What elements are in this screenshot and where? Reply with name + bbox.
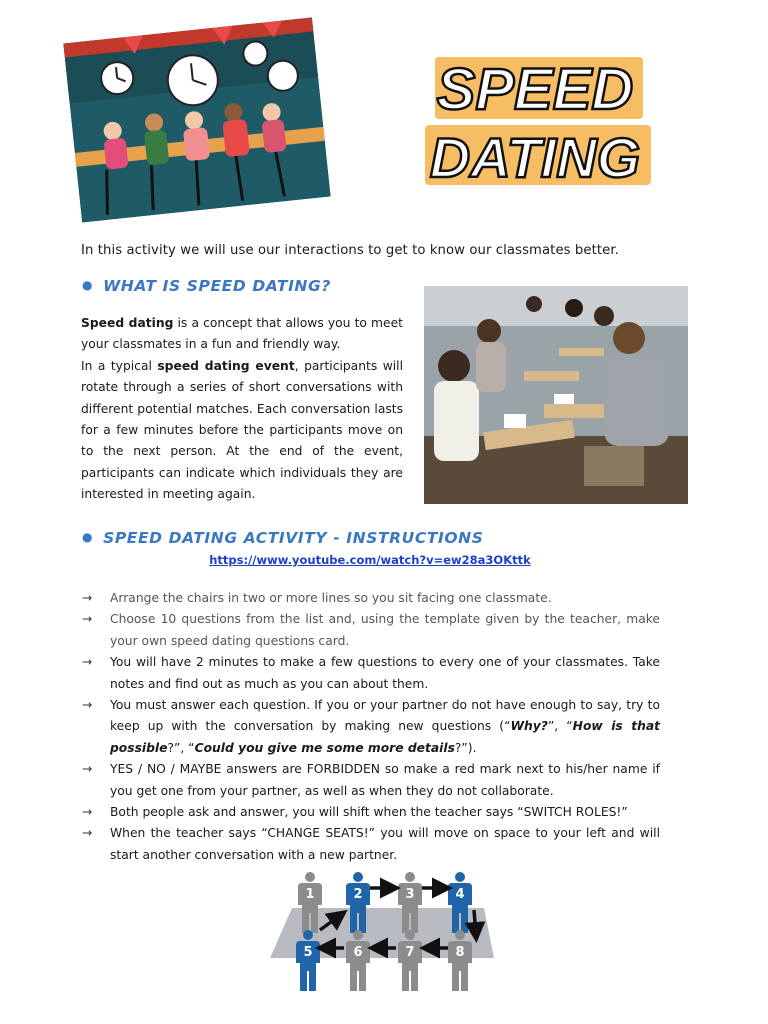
- list-item: → You will have 2 minutes to make a few questions to every one of your classmates. Take notes and find out as much as you can about them.: [82, 652, 660, 695]
- instructions-list: [82, 588, 660, 866]
- seat-number: 5: [303, 945, 313, 960]
- arrow-icon: →: [82, 698, 93, 713]
- classroom-photo: [424, 286, 688, 504]
- seat-number: 4: [455, 887, 465, 902]
- speed-dating-logo: [415, 45, 655, 193]
- arrow-icon: →: [82, 612, 93, 627]
- speed-dating-description: [81, 313, 403, 506]
- seat-number: 6: [353, 945, 363, 960]
- arrow-icon: →: [82, 805, 93, 820]
- description-paragraph-2: In a typical speed dating event, participants will rotate through a series of short conversations with different potential matches. Each conversation lasts for a few minutes before the participants move on to the next person. At the end of the event, participants can indicate which individuals they are interested in meeting again.: [81, 358, 404, 502]
- seat-number: 8: [455, 945, 465, 960]
- seat-number: 7: [405, 945, 415, 960]
- list-item: → When the teacher says “CHANGE SEATS!” you will move on space to your left and will start another conversation with a new partner.: [82, 823, 660, 866]
- arrow-4-8: [474, 910, 476, 936]
- youtube-link-row: [0, 553, 768, 567]
- bullet-icon: ●: [82, 530, 94, 544]
- speed-dating-illustration: [63, 17, 330, 222]
- list-item: → YES / NO / MAYBE answers are FORBIDDEN so make a red mark next to his/her name if you get one from your partner, as well as when they do not collaborate.: [82, 759, 660, 802]
- seat-number: 1: [305, 887, 315, 902]
- description-paragraph-1: Speed dating is a concept that allows you to meet your classmates in a fun and friendly way.: [81, 316, 403, 352]
- list-item: → Both people ask and answer, you will shift when the teacher says “SWITCH ROLES!”: [82, 802, 660, 823]
- arrow-icon: →: [82, 655, 93, 670]
- arrow-icon: →: [82, 826, 93, 841]
- intro-text: In this activity we will use our interactions to get to know our classmates better.: [81, 243, 619, 258]
- svg-text:SPEED: SPEED: [436, 57, 634, 122]
- section-heading-what-is: ● WHAT IS SPEED DATING?: [82, 277, 331, 295]
- section-heading-instructions: ● SPEED DATING ACTIVITY - INSTRUCTIONS: [82, 529, 484, 547]
- seat-number: 3: [405, 887, 415, 902]
- youtube-link[interactable]: https://www.youtube.com/watch?v=ew28a3OKttk: [209, 553, 531, 567]
- seat-number: 2: [353, 887, 363, 902]
- list-item: → Choose 10 questions from the list and, using the template given by the teacher, make your own speed dating questions card.: [82, 609, 660, 652]
- arrow-icon: →: [82, 591, 93, 605]
- list-item: → Arrange the chairs in two or more lines so you sit facing one classmate.: [82, 588, 660, 609]
- arrow-icon: →: [82, 762, 93, 777]
- list-item: → You must answer each question. If you or your partner do not have enough to say, try to keep up with the conversation by making new questions (“Why?”, “How is that possible?”, “Could you give me some more details?”).: [82, 695, 660, 759]
- seat-rotation-diagram: [262, 868, 502, 994]
- bullet-icon: ●: [82, 278, 94, 292]
- svg-text:DATING: DATING: [429, 126, 641, 189]
